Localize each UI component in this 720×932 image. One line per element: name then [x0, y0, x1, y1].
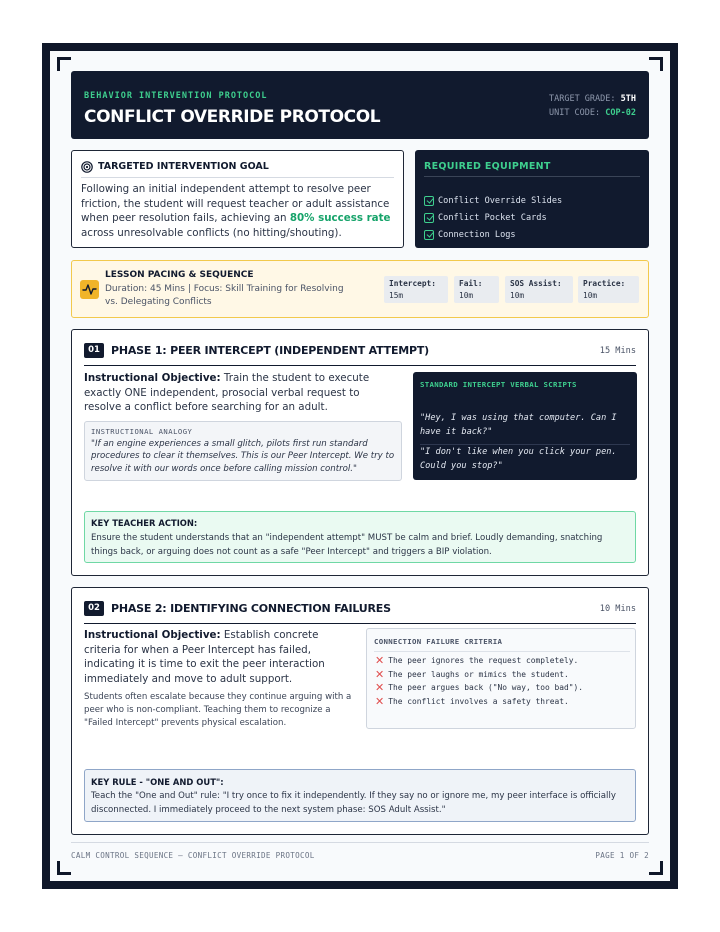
pacing-subtitle: Duration: 45 Mins | Focus: Skill Training for Resolving vs. Delegating Conflicts [105, 284, 344, 307]
checkbox-icon [424, 196, 434, 206]
objective-text: Train the student to execute exactly ONE independent, prosocial verbal request to resolve a conflict before searching for an adult. [84, 372, 370, 414]
corner-mark-top-left [57, 57, 71, 71]
pacing-banner [71, 260, 649, 318]
goal-text-part: Following an initial independent attempt to resolve peer friction, the student will request teacher or adult assistance when peer resolution fails, achieving an [81, 183, 390, 225]
goal-text [81, 182, 399, 240]
criteria-text: The peer laughs or mimics the student. [388, 669, 569, 679]
chip-label: Practice: [583, 279, 626, 288]
criteria-text: The peer ignores the request completely. [388, 656, 579, 666]
footer-title: CALM CONTROL SEQUENCE — CONFLICT OVERRIDE PROTOCOL [71, 851, 315, 860]
pacing-chip-fail [454, 276, 499, 303]
objective-label: Instructional Objective: [84, 372, 221, 384]
phase-title: PHASE 1: PEER INTERCEPT (INDEPENDENT ATTEMPT) [111, 344, 429, 357]
criteria-label: CONNECTION FAILURE CRITERIA [374, 637, 630, 652]
goal-title: TARGETED INTERVENTION GOAL [98, 161, 269, 172]
criteria-text: The peer argues back ("No way, too bad"). [388, 683, 583, 693]
script-quote: "Hey, I was using that computer. Can I have it back?" [420, 413, 617, 437]
phase-1-card [71, 329, 649, 576]
pulse-icon [80, 280, 99, 299]
chip-label: SOS Assist: [510, 279, 562, 288]
unit-value: COP-02 [605, 108, 636, 118]
goal-highlight: 80% success rate [289, 212, 391, 225]
phase-title: PHASE 2: IDENTIFYING CONNECTION FAILURES [111, 602, 391, 615]
x-mark-icon: ✕ [375, 654, 385, 668]
corner-mark-bottom-left [57, 861, 71, 875]
goal-header [81, 161, 394, 178]
analogy-label: INSTRUCTIONAL ANALOGY [91, 427, 193, 436]
equipment-item [424, 192, 562, 209]
equipment-item-label: Connection Logs [438, 229, 516, 240]
page-title: CONFLICT OVERRIDE PROTOCOL [84, 107, 381, 127]
phase-2-objective [84, 628, 356, 686]
header-meta [549, 92, 636, 120]
page-number: PAGE 1 OF 2 [595, 851, 649, 860]
phase-2-card [71, 587, 649, 835]
phase-2-note: Students often escalate because they continue arguing with a peer who is non-compliant. Teaching them to recognize a "Failed Intercept" prevents physical escalation. [84, 692, 352, 728]
teacher-action-box [84, 511, 636, 563]
rule-text: Teach the "One and Out" rule: "I try once to fix it independently. If they say no or ignore me, my peer interface is officially disconnected. I immediately proceed to the next system phase: SOS Adult Assist." [91, 791, 616, 815]
target-icon [81, 161, 93, 173]
x-mark-icon: ✕ [375, 667, 385, 681]
page-footer [71, 842, 649, 866]
pacing-chip-practice [578, 276, 639, 303]
criteria-item [375, 668, 583, 682]
corner-mark-top-right [649, 57, 663, 71]
criteria-text: The conflict involves a safety threat. [388, 697, 569, 707]
analogy-text: "If an engine experiences a small glitch, pilots first run standard procedures to clear it themselves. This is our Peer Intercept. We try to resolve it with our words once before calling mission control." [91, 439, 395, 474]
corner-mark-bottom-right [649, 861, 663, 875]
x-mark-icon: ✕ [375, 695, 385, 709]
chip-label: Fail: [459, 279, 483, 288]
chip-value: 10m [583, 291, 598, 300]
objective-text: Establish concrete criteria for when a Peer Intercept has failed, indicating it is time to exit the peer interaction immediately and move to adult support. [84, 629, 325, 685]
equipment-item-label: Conflict Pocket Cards [438, 212, 547, 223]
header-kicker: BEHAVIOR INTERVENTION PROTOCOL [84, 91, 268, 101]
equipment-title: REQUIRED EQUIPMENT [424, 161, 640, 177]
key-rule-box [84, 769, 636, 822]
phase-duration: 15 Mins [599, 346, 636, 356]
script-quote: "I don't like when you click your pen. Could you stop?" [420, 447, 617, 471]
document-header [71, 71, 649, 139]
script-divider [420, 444, 630, 445]
criteria-item [375, 695, 583, 709]
unit-label: UNIT CODE: [548, 108, 601, 118]
action-text: Ensure the student understands that an "independent attempt" MUST be calm and brief. Loudly demanding, snatching things back, or arguing does not count as a safe "Peer Intercept" and triggers a BIP violation. [91, 533, 603, 557]
verbal-scripts-box [413, 372, 637, 480]
equipment-list [424, 192, 562, 243]
objective-label: Instructional Objective: [84, 629, 221, 641]
equipment-item [424, 226, 562, 243]
pacing-title: LESSON PACING & SEQUENCE [105, 270, 254, 280]
scripts-label: STANDARD INTERCEPT VERBAL SCRIPTS [420, 380, 577, 389]
phase-1-header [84, 342, 636, 366]
goal-text-part: across unresolvable conflicts (no hitting/shouting). [81, 226, 342, 239]
criteria-item [375, 681, 583, 695]
equipment-card [415, 150, 649, 248]
grade-label: TARGET GRADE: [548, 94, 616, 104]
rule-label: KEY RULE - "ONE AND OUT": [91, 777, 224, 787]
analogy-box [84, 421, 402, 481]
phase-2-header [84, 600, 636, 624]
chip-value: 10m [459, 291, 474, 300]
criteria-item [375, 654, 583, 668]
pacing-chip-intercept [384, 276, 448, 303]
phase-1-objective [84, 371, 396, 415]
phase-duration: 10 Mins [599, 604, 636, 614]
grade-value: 5TH [620, 94, 636, 104]
criteria-list [375, 654, 583, 708]
equipment-item [424, 209, 562, 226]
goal-card [71, 150, 404, 248]
chip-value: 15m [389, 291, 404, 300]
chip-label: Intercept: [389, 279, 436, 288]
x-mark-icon: ✕ [375, 681, 385, 695]
phase-number-badge: 01 [84, 343, 104, 358]
phase-number-badge: 02 [84, 601, 104, 616]
action-label: KEY TEACHER ACTION: [91, 518, 198, 528]
equipment-item-label: Conflict Override Slides [438, 195, 563, 206]
checkbox-icon [424, 213, 434, 223]
chip-value: 10m [510, 291, 525, 300]
pacing-chip-sos [505, 276, 573, 303]
checkbox-icon [424, 230, 434, 240]
failure-criteria-box [366, 628, 636, 729]
